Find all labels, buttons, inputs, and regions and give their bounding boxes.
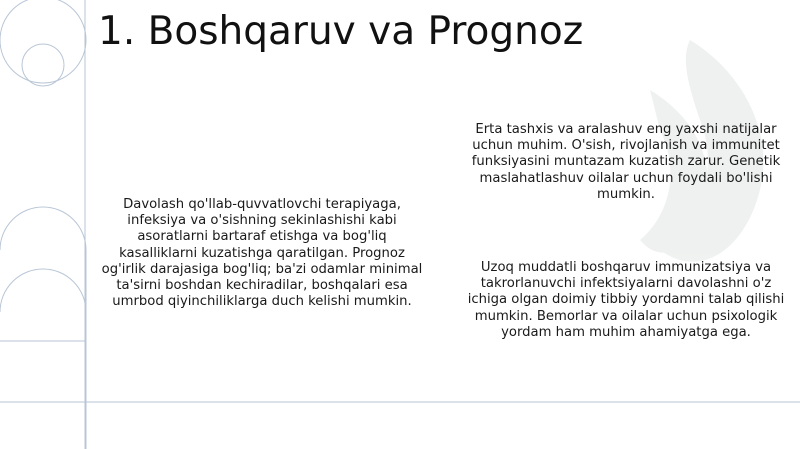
text-block-right-bottom: Uzoq muddatli boshqaruv immunizatsiya va takrorlanuvchi infektsiyalarni davolashni o'z ichiga olgan doimiy tibbiy yordamni talab qilishi mumkin. Bemorlar va oilalar uchun psixologik yordam ham muhim ahamiyatga ega. xyxy=(467,260,785,340)
small-circle-top xyxy=(22,44,64,86)
large-circle-top xyxy=(0,0,86,83)
text-block-right-top: Erta tashxis va aralashuv eng yaxshi natijalar uchun muhim. O'sish, rivojlanish va immunitet funksiyasini muntazam kuzatish zarur. Genetik maslahatlashuv oilalar uchun foydali bo'lishi mumkin. xyxy=(471,122,781,202)
text-block-left: Davolash qo'llab-quvvatlovchi terapiyaga, infeksiya va o'sishning sekinlashishi kabi asoratlarni bartaraf etishga va bog'liq kasalliklarni kuzatishga qaratilgan. Prognoz og'irlik darajasiga bog'liq; ba'zi odamlar minimal ta'sirni boshdan kechiradilar, boshqalari esa umrbod qiyinchiliklarga duch kelishi mumkin. xyxy=(101,197,423,310)
slide-title: 1. Boshqaruv va Prognoz xyxy=(98,9,584,54)
arch-lower xyxy=(0,269,86,312)
arch-upper xyxy=(0,207,86,449)
